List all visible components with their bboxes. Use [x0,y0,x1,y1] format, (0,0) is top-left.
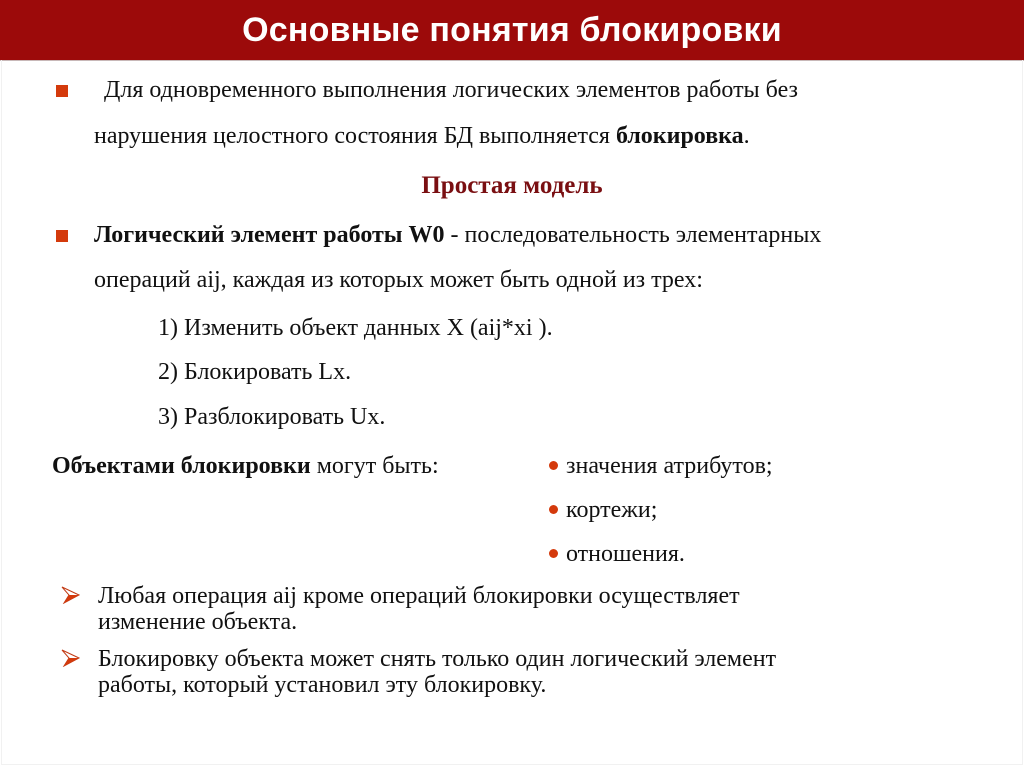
lock-object-item [549,452,773,480]
operation-item: 2) Блокировать Lx. [158,359,352,385]
intro-line-2 [94,122,750,150]
square-bullet-icon [56,85,68,97]
definition-line-2: операций aij, каждая из которых может быть одной из трех: [94,267,703,293]
lock-object-label: кортежи; [566,497,658,523]
rule-line-1: Блокировку объекта может снять только один логический элемент [98,646,777,672]
arrowhead-bullet-icon [60,586,80,604]
dot-bullet-icon [549,549,558,558]
slide-title: Основные понятия блокировки [242,10,782,49]
lock-object-label: отношения. [566,541,685,567]
lock-objects-term: Объектами блокировки [52,453,311,479]
dot-bullet-icon [549,505,558,514]
definition-text: - последовательность элементарных [444,222,822,248]
arrowhead-bullet-icon [60,649,80,667]
intro-line-1: Для одновременного выполнения логических элементов работы без [104,77,798,103]
intro-period: . [743,123,750,149]
rule-line-2: работы, который установил эту блокировку. [98,672,547,698]
slide-header [0,0,1024,61]
definition-term: Логический элемент работы W0 [94,222,445,248]
lock-objects-label [52,452,439,480]
dot-bullet-icon [549,461,558,470]
square-bullet-icon [56,230,68,242]
lock-object-item [549,496,657,524]
intro-bold-term: блокировка [615,123,744,149]
operation-item: 3) Разблокировать Ux. [158,404,386,430]
rule-item [98,583,740,635]
rule-line-1: Любая операция aij кроме операций блокировки осуществляет [98,583,740,609]
section-subheading: Простая модель [421,172,603,199]
operation-item: 1) Изменить объект данных X (aij*xi ). [158,315,553,341]
lock-object-item [549,540,685,568]
lock-object-label: значения атрибутов; [566,453,773,479]
definition-line-1 [94,221,821,249]
intro-text: нарушения целостного состояния БД выполняется [94,123,616,149]
lock-objects-text: могут быть: [310,453,439,479]
rule-item [98,646,776,698]
rule-line-2: изменение объекта. [98,609,298,635]
